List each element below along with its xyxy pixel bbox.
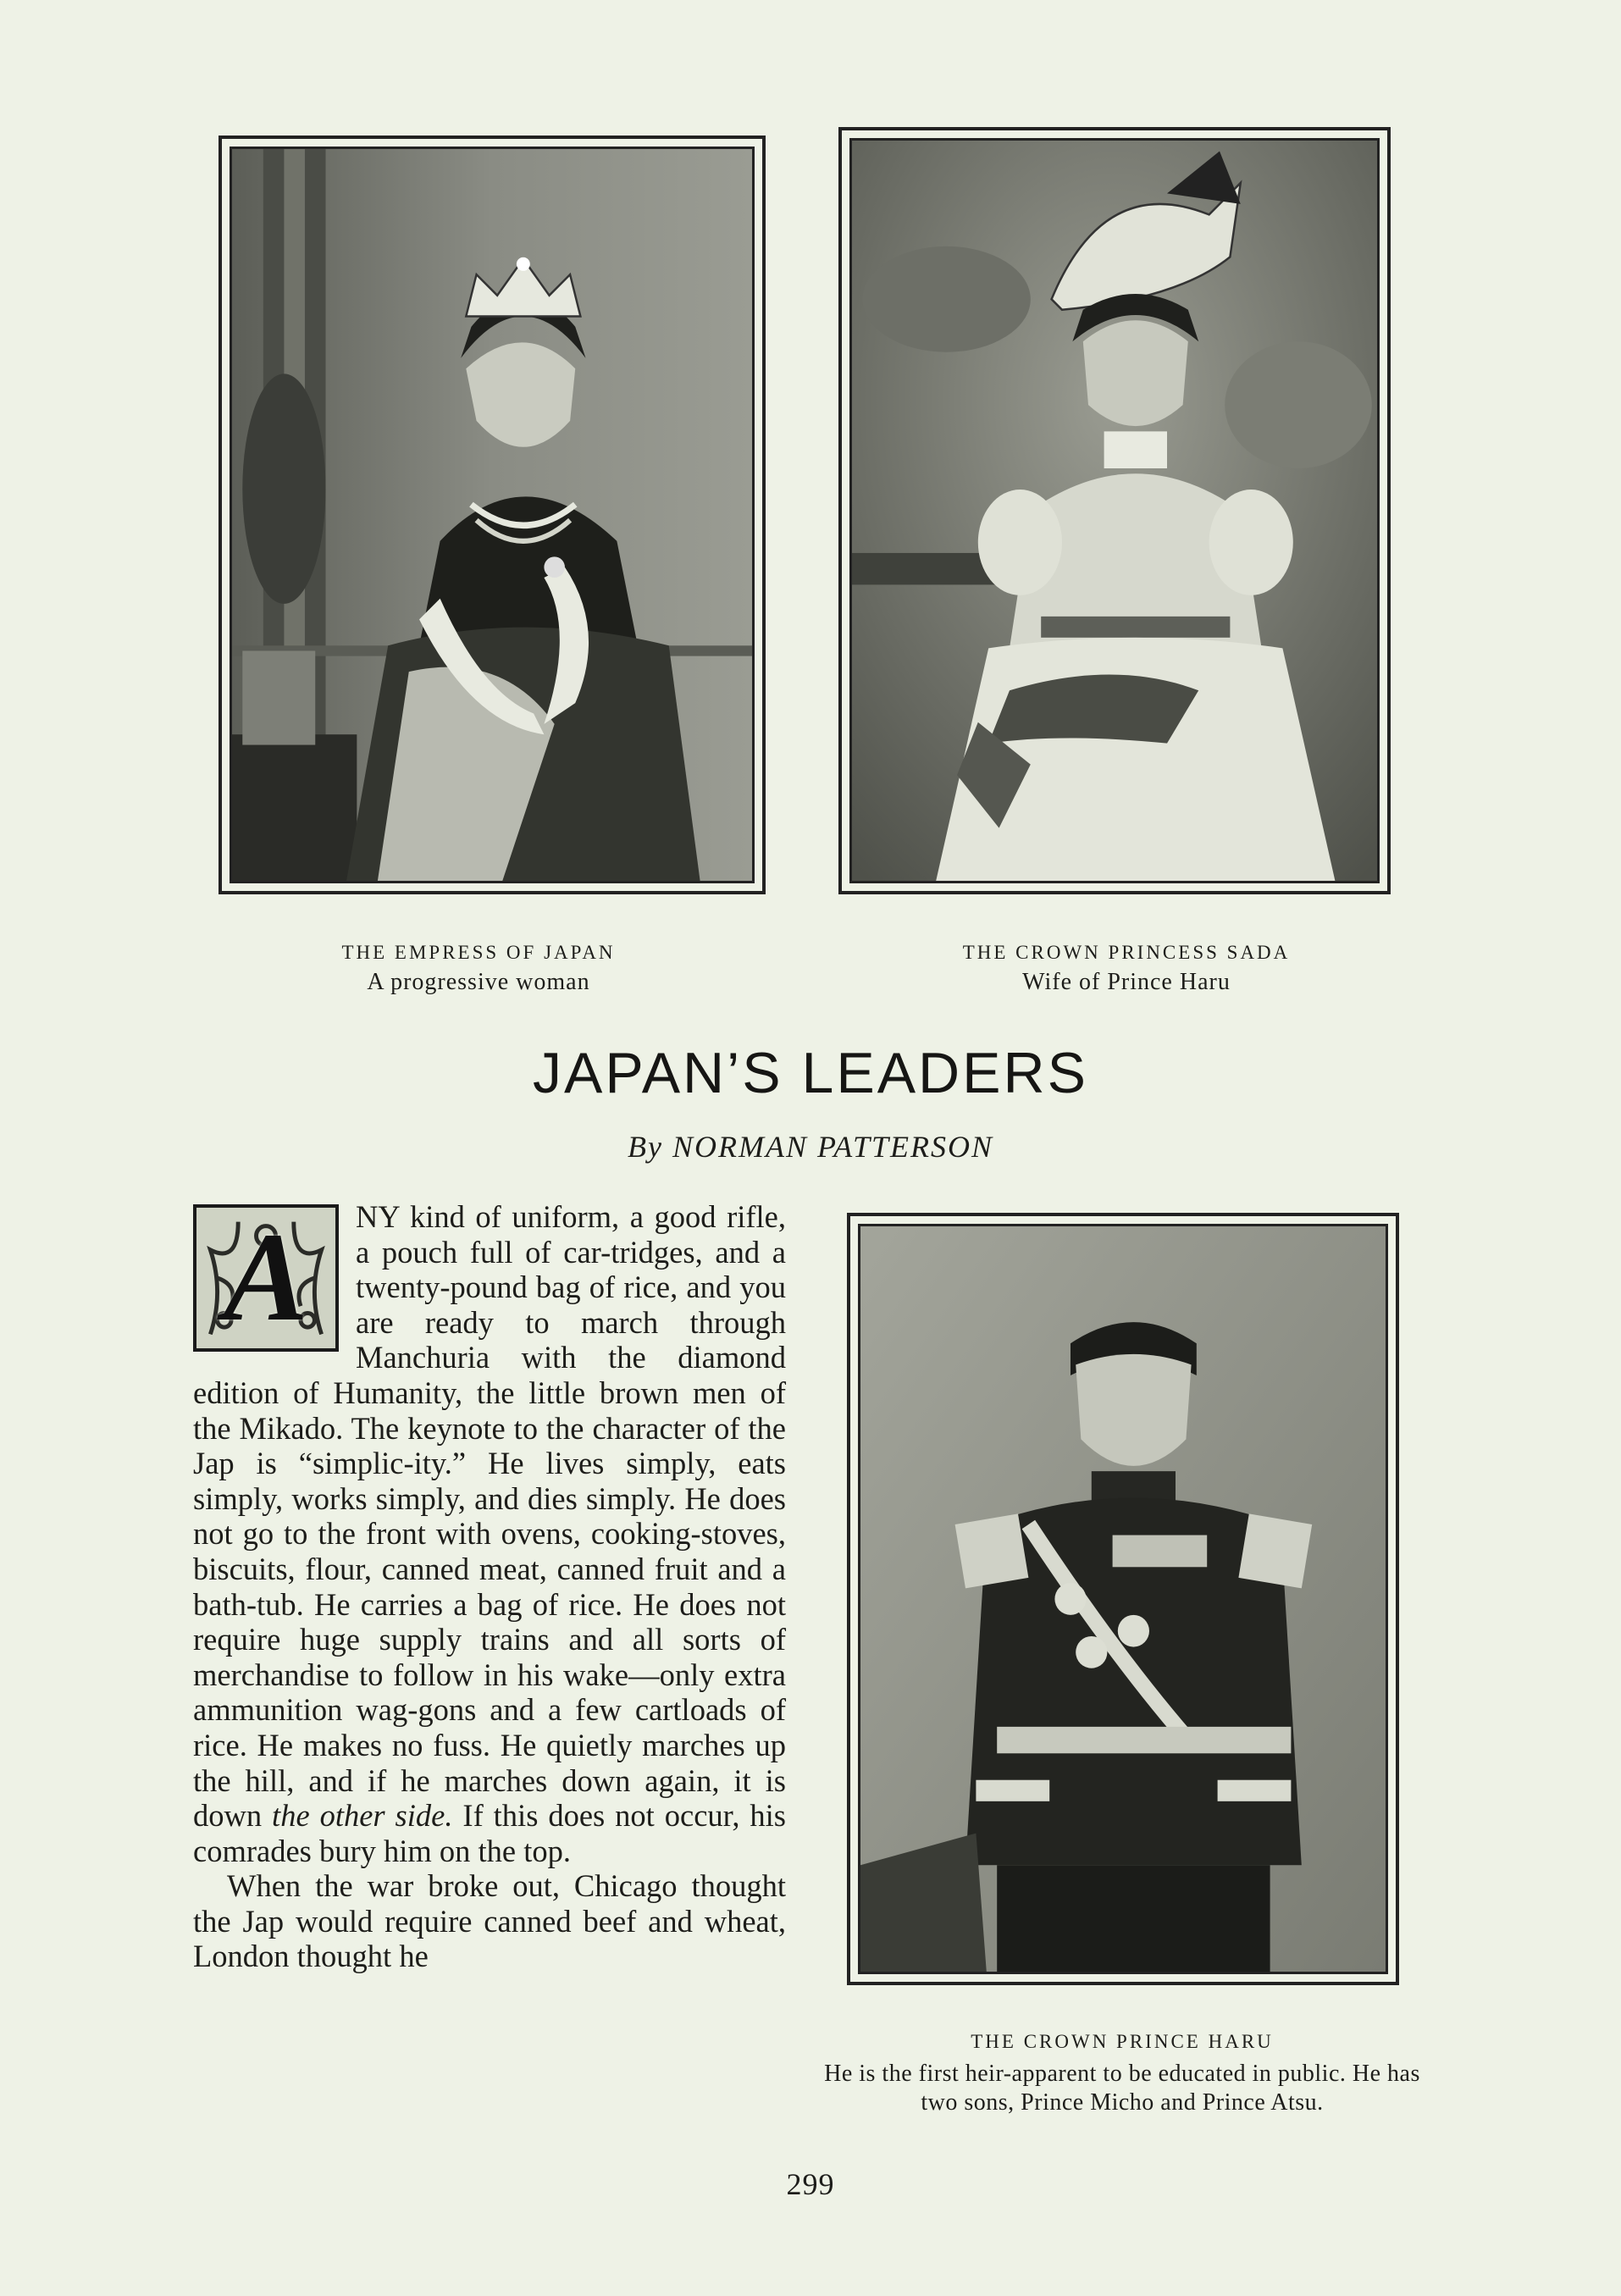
article-paragraph-1 (193, 1199, 786, 1868)
princess-portrait-image (852, 141, 1377, 881)
article-title: JAPAN’S LEADERS (533, 1041, 1088, 1105)
prince-caption-title: THE CROWN PRINCE HARU (971, 2031, 1274, 2052)
page-number: 299 (786, 2167, 835, 2201)
princess-caption-title: THE CROWN PRINCESS SADA (962, 942, 1291, 963)
ornamental-dropcap (193, 1204, 339, 1352)
article-byline: By NORMAN PATTERSON (628, 1130, 993, 1164)
empress-caption (254, 942, 703, 996)
dropcap-letter: A (223, 1207, 309, 1348)
empress-caption-subtitle: A progressive woman (367, 969, 590, 995)
paragraph-1-end: If this does not occur, his comrades bury him on the top. (193, 1798, 787, 1868)
prince-portrait-image (860, 1226, 1386, 1972)
article-body (193, 1199, 786, 1974)
princess-photo (838, 127, 1391, 894)
prince-caption-body: He is the first heir-apparent to be educated in public. He has two sons, Prince Micho and Prince Atsu. (824, 2061, 1420, 2116)
empress-portrait-image (232, 149, 752, 881)
empress-photo (219, 136, 766, 894)
prince-photo (847, 1213, 1399, 1985)
article-paragraph-2: When the war broke out, Chicago thought the Jap would require canned beef and wheat, London thought he (193, 1868, 786, 1974)
prince-caption (813, 2031, 1431, 2117)
princess-caption-subtitle: Wife of Prince Haru (1022, 969, 1231, 995)
princess-caption (906, 942, 1347, 996)
paragraph-1-italic: the other side. (272, 1798, 453, 1834)
paragraph-1-text: NY kind of uniform, a good rifle, a pouch full of car-tridges, and a twenty-pound bag of rice, and you are ready to march through Manchuria with the diamond edition of Humanity, the little brown men of the Mikado. The keynote to the character of the Jap is “simplic-ity.” He lives simply, eats simply, works simply, and dies simply. He does not go to the front with ovens, cooking-stoves, biscuits, flour, canned meat, canned fruit and a bath-tub. He carries a bag of rice. He does not require huge supply trains and all sorts of merchandise to follow in his wake—only extra ammunition wag-gons and a few cartloads of rice. He makes no fuss. He quietly marches up the hill, and if he marches down again, it is down (193, 1199, 786, 1834)
empress-caption-title: THE EMPRESS OF JAPAN (341, 942, 616, 963)
